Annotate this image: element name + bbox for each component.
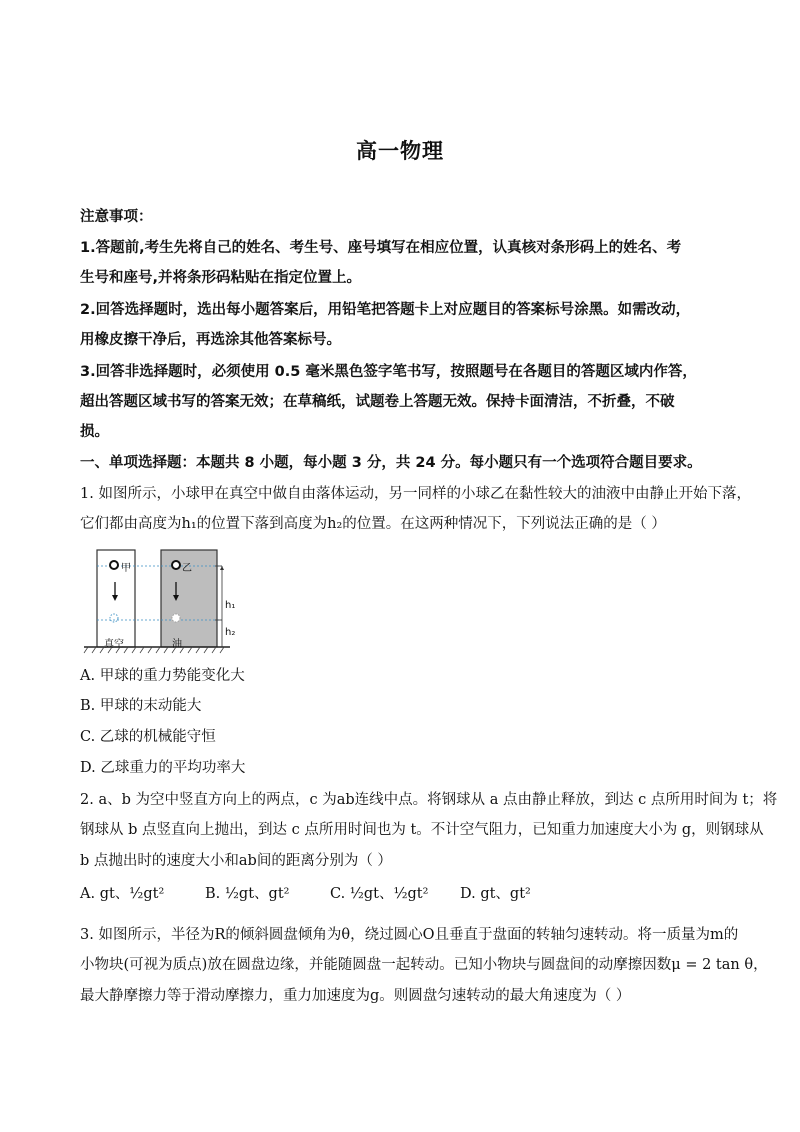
notice-line: 损。 — [80, 424, 109, 440]
option-b: B. ½gt、gt² — [205, 886, 290, 902]
question-2-text: 钢球从 b 点竖直向上抛出，到达 c 点所用时间也为 t。不计空气阻力，已知重力加速度大小为 g，则钢球从 — [80, 822, 764, 838]
option-c: C. ½gt、½gt² — [330, 886, 429, 902]
question-1-text: 它们都由高度为h₁的位置下落到高度为h₂的位置。在这两种情况下，下列说法正确的是（ ） — [80, 516, 666, 532]
ball-label-left: 甲 — [121, 563, 131, 574]
notice-heading: 注意事项： — [80, 209, 153, 225]
notice-line: 2.回答选择题时，选出每小题答案后，用铅笔把答题卡上对应题目的答案标号涂黑。如需改动， — [80, 302, 691, 318]
option-c: C. 乙球的机械能守恒 — [80, 729, 216, 745]
option-a: A. gt、½gt² — [80, 886, 165, 902]
question-2-text: b 点抛出时的速度大小和ab间的距离分别为（ ） — [80, 853, 392, 869]
notice-line: 生号和座号,并将条形码粘贴在指定位置上。 — [80, 270, 362, 286]
height-label-h1: h₁ — [225, 600, 236, 611]
question-1-text: 1. 如图所示，小球甲在真空中做自由落体运动，另一同样的小球乙在黏性较大的油液中由静止开始下落， — [80, 486, 751, 502]
option-b: B. 甲球的末动能大 — [80, 698, 202, 714]
notice-line: 超出答题区域书写的答案无效；在草稿纸，试题卷上答题无效。保持卡面清洁，不折叠，不破 — [80, 394, 675, 410]
question-3-text: 3. 如图所示，半径为R的倾斜圆盘倾角为θ，绕过圆心O且垂直于盘面的转轴匀速转动。将一质量为m的 — [80, 927, 739, 943]
question-3-text: 小物块(可视为质点)放在圆盘边缘，并能随圆盘一起转动。已知小物块与圆盘间的动摩擦因数μ = 2 tan θ， — [80, 957, 768, 973]
height-label-h2: h₂ — [225, 627, 236, 638]
option-d: D. 乙球重力的平均功率大 — [80, 760, 246, 776]
option-d: D. gt、gt² — [460, 886, 531, 902]
tube-label-vacuum: 真空 — [104, 639, 124, 650]
page-title: 高一物理 — [356, 139, 444, 163]
notice-line: 1.答题前,考生先将自己的姓名、考生号、座号填写在相应位置，认真核对条形码上的姓名、考 — [80, 240, 682, 256]
question-3-text: 最大静摩擦力等于滑动摩擦力，重力加速度为g。则圆盘匀速转动的最大角速度为（ ） — [80, 988, 631, 1004]
ball-label-right: 乙 — [182, 563, 192, 574]
notice-line: 3.回答非选择题时，必须使用 0.5 毫米黑色签字笔书写，按照题号在各题目的答题区域内作答， — [80, 364, 697, 380]
tube-label-oil: 油 — [172, 639, 182, 650]
section-heading: 一、单项选择题：本题共 8 小题，每小题 3 分，共 24 分。每小题只有一个选项符合题目要求。 — [80, 455, 702, 471]
question-2-text: 2. a、b 为空中竖直方向上的两点，c 为ab连线中点。将钢球从 a 点由静止释放，到达 c 点所用时间为 t；将 — [80, 792, 778, 808]
question-1-figure — [80, 547, 240, 663]
notice-line: 用橡皮擦干净后，再选涂其他答案标号。 — [80, 332, 341, 348]
option-a: A. 甲球的重力势能变化大 — [80, 668, 245, 684]
